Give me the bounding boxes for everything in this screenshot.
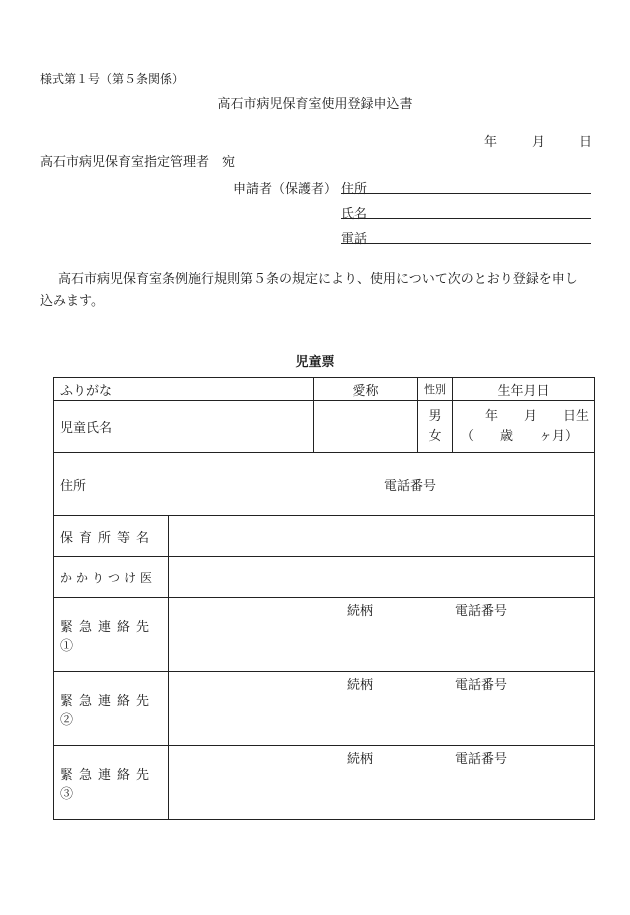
card-heading: 児童票 xyxy=(295,355,335,370)
emergency-contact-2-label: 緊急連絡先② xyxy=(54,672,169,746)
nickname-cell[interactable] xyxy=(314,401,418,453)
applicant-phone-line[interactable] xyxy=(341,243,591,244)
applicant-phone-label: 電話 xyxy=(341,232,368,247)
address-phone-label: 電話番号 xyxy=(384,479,437,494)
emergency-contact-3-cell[interactable] xyxy=(169,746,595,820)
emergency-3-phone-label: 電話番号 xyxy=(455,752,508,767)
furigana-label: ふりがな xyxy=(54,378,314,401)
applicant-address-label: 住所 xyxy=(341,182,368,197)
birth-ymd-text: 年 月 日生 xyxy=(485,408,590,424)
table-row xyxy=(54,453,595,516)
applicant-name-line[interactable] xyxy=(341,218,591,219)
table-row xyxy=(54,557,595,598)
emergency-2-phone-label: 電話番号 xyxy=(455,678,508,693)
emergency-1-phone-label: 電話番号 xyxy=(455,604,508,619)
date-month-label: 月 xyxy=(532,135,546,150)
body-text-line1: 高石市病児保育室条例施行規則第５条の規定により、使用について次のとおり登録を申し xyxy=(58,272,578,287)
date-day-label: 日 xyxy=(579,135,593,150)
birthdate-label: 生年月日 xyxy=(453,378,595,401)
sex-male-option[interactable]: 男 xyxy=(428,408,442,424)
table-row xyxy=(54,401,595,453)
emergency-contact-1-label: 緊急連絡先① xyxy=(54,598,169,672)
emergency-contact-1-cell[interactable] xyxy=(169,598,595,672)
emergency-2-relation-label: 続柄 xyxy=(347,678,374,693)
applicant-label: 申請者（保護者） xyxy=(233,182,338,197)
page-title: 高石市病児保育室使用登録申込書 xyxy=(217,97,413,112)
emergency-contact-2-cell[interactable] xyxy=(169,672,595,746)
date-year-label: 年 xyxy=(484,135,498,150)
child-name-cell[interactable] xyxy=(54,401,314,453)
table-row xyxy=(54,746,595,820)
emergency-3-relation-label: 続柄 xyxy=(347,752,374,767)
body-text-line2: 込みます。 xyxy=(40,294,104,309)
table-row xyxy=(54,598,595,672)
emergency-contact-3-label: 緊急連絡先③ xyxy=(54,746,169,820)
sex-female-option[interactable]: 女 xyxy=(428,428,442,444)
nursery-value-cell[interactable] xyxy=(169,516,595,557)
address-cell[interactable] xyxy=(54,453,595,516)
applicant-name-label: 氏名 xyxy=(341,207,368,222)
doctor-label: かかりつけ医 xyxy=(54,557,169,598)
child-record-table xyxy=(53,377,595,820)
address-label: 住所 xyxy=(60,478,87,494)
table-row xyxy=(54,516,595,557)
sex-label: 性別 xyxy=(418,378,453,401)
nickname-label: 愛称 xyxy=(314,378,418,401)
emergency-1-relation-label: 続柄 xyxy=(347,604,374,619)
addressee: 高石市病児保育室指定管理者 宛 xyxy=(40,155,236,170)
sex-cell[interactable] xyxy=(418,401,453,453)
form-number: 様式第１号（第５条関係） xyxy=(40,72,185,86)
birthdate-cell[interactable] xyxy=(453,401,595,453)
nursery-label: 保育所等名 xyxy=(54,516,169,557)
table-row xyxy=(54,672,595,746)
table-row xyxy=(54,378,595,401)
doctor-value-cell[interactable] xyxy=(169,557,595,598)
applicant-address-line[interactable] xyxy=(341,193,591,194)
child-name-label: 児童氏名 xyxy=(60,421,113,436)
age-text: （ 歳 ヶ月） xyxy=(461,428,579,444)
